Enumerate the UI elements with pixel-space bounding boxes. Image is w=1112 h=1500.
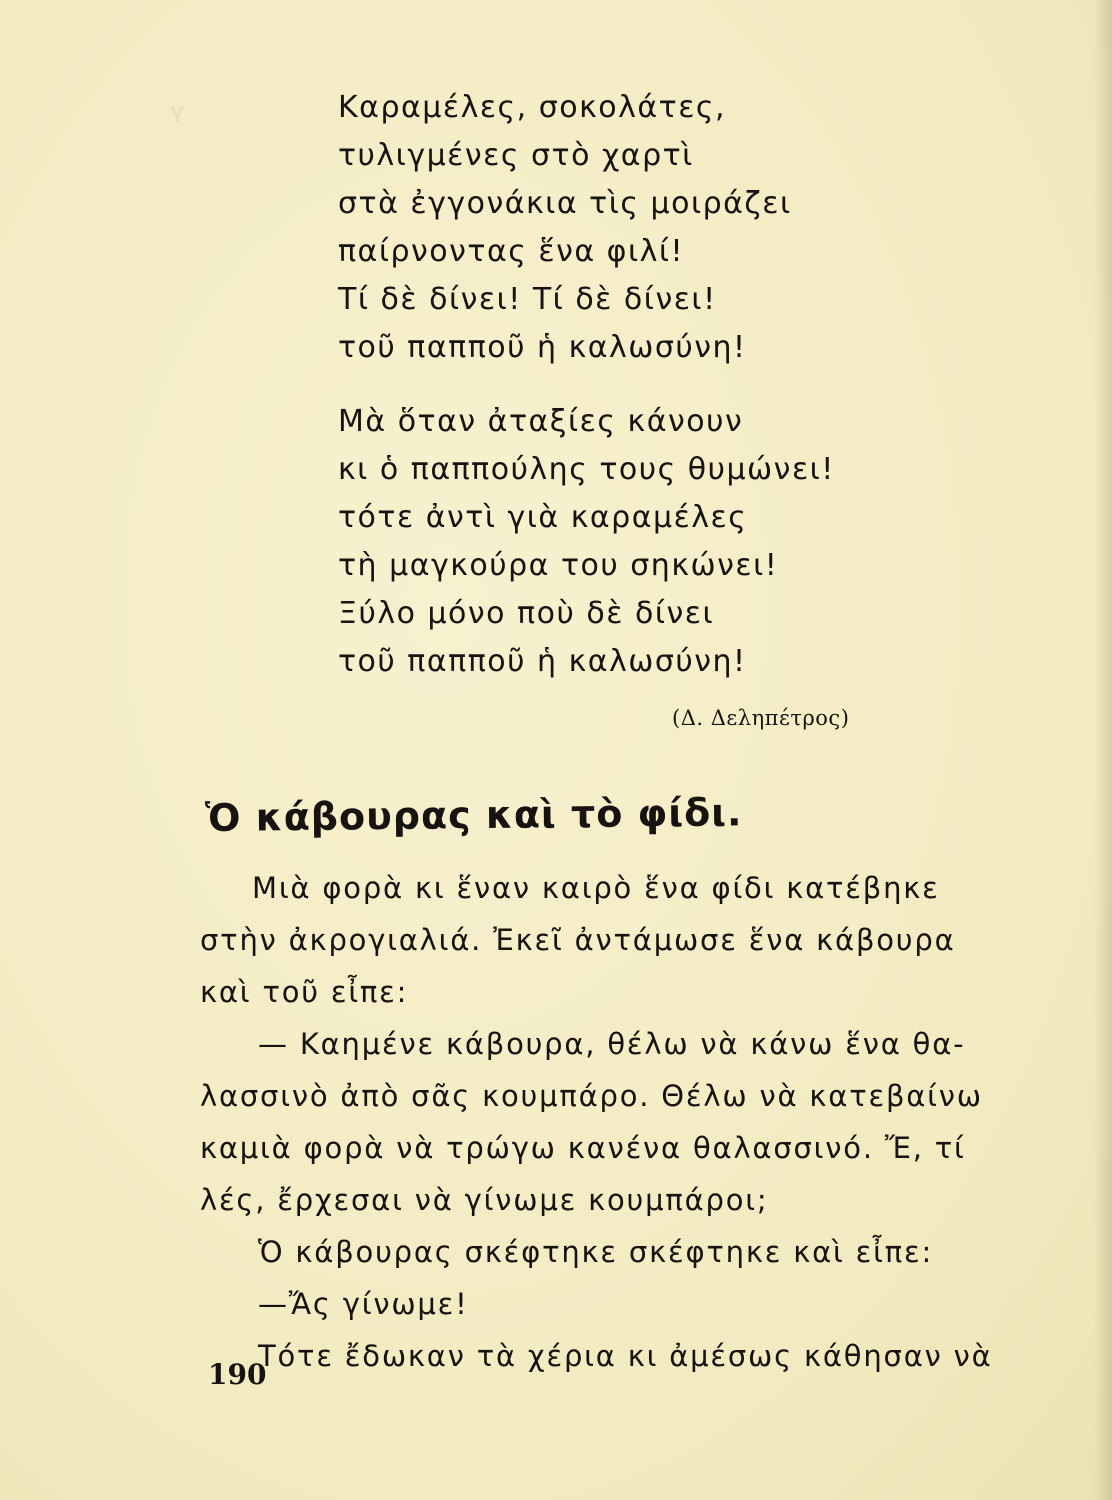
poem-line: τοῦ παπποῦ ἡ καλωσύνη! xyxy=(338,330,747,365)
poem-line: τυλιγμένες στὸ χαρτὶ xyxy=(338,138,694,173)
story-line: καὶ τοῦ εἶπε: xyxy=(200,975,409,1009)
poem-line: Μὰ ὅταν ἀταξίες κάνουν xyxy=(338,404,744,439)
poem xyxy=(338,84,898,686)
poem-stanza-1 xyxy=(338,84,898,372)
page-number: 190 xyxy=(208,1358,267,1391)
story-body xyxy=(200,862,1000,1382)
stanza-gap xyxy=(338,372,898,398)
story-line: λές, ἔρχεσαι νὰ γίνωμε κουμπάροι; xyxy=(200,1183,769,1217)
poem-line: κι ὁ παππούλης τους θυμώνει! xyxy=(338,452,835,487)
poem-line: Τί δὲ δίνει! Τί δὲ δίνει! xyxy=(338,282,717,317)
poem-line: Ξύλο μόνο ποὺ δὲ δίνει xyxy=(338,596,715,631)
poem-line: τοῦ παπποῦ ἡ καλωσύνη! xyxy=(338,644,747,679)
poem-line: τὴ μαγκούρα του σηκώνει! xyxy=(338,548,779,583)
story-line: Ὁ κάβουρας σκέφτηκε σκέφτηκε καὶ εἶπε: xyxy=(258,1235,934,1269)
story-line: στὴν ἀκρογιαλιά. Ἐκεῖ ἀντάμωσε ἕνα κάβουρα xyxy=(200,923,956,957)
poem-attribution: (Δ. Δεληπέτρος) xyxy=(672,706,850,730)
story-line: Τότε ἔδωκαν τὰ χέρια κι ἀμέσως κάθησαν νὰ xyxy=(258,1339,993,1373)
story-line: λασσινὸ ἀπὸ σᾶς κουμπάρο. Θέλω νὰ κατεβαίνω xyxy=(200,1079,983,1113)
story-title: Ὁ κάβουρας καὶ τὸ φίδι. xyxy=(204,790,743,840)
poem-line: τότε ἀντὶ γιὰ καραμέλες xyxy=(338,500,748,535)
poem-line: στὰ ἐγγονάκια τὶς μοιράζει xyxy=(338,186,792,221)
story-line: Μιὰ φορὰ κι ἕναν καιρὸ ἕνα φίδι κατέβηκε xyxy=(252,871,940,905)
page-edge-shadow xyxy=(1094,0,1112,1500)
story-line: — Καημένε κάβουρα, θέλω νὰ κάνω ἕνα θα- xyxy=(258,1027,966,1061)
story-line: καμιὰ φορὰ νὰ τρώγω κανένα θαλασσινό. Ἔ, τί xyxy=(200,1131,966,1165)
story-line: —Ἄς γίνωμε! xyxy=(258,1287,469,1321)
poem-line: παίρνοντας ἕνα φιλί! xyxy=(338,234,685,269)
poem-line: Καραμέλες, σοκολάτες, xyxy=(338,90,727,125)
show-through-texture: ᵞ xyxy=(170,95,185,141)
poem-stanza-2 xyxy=(338,398,898,686)
